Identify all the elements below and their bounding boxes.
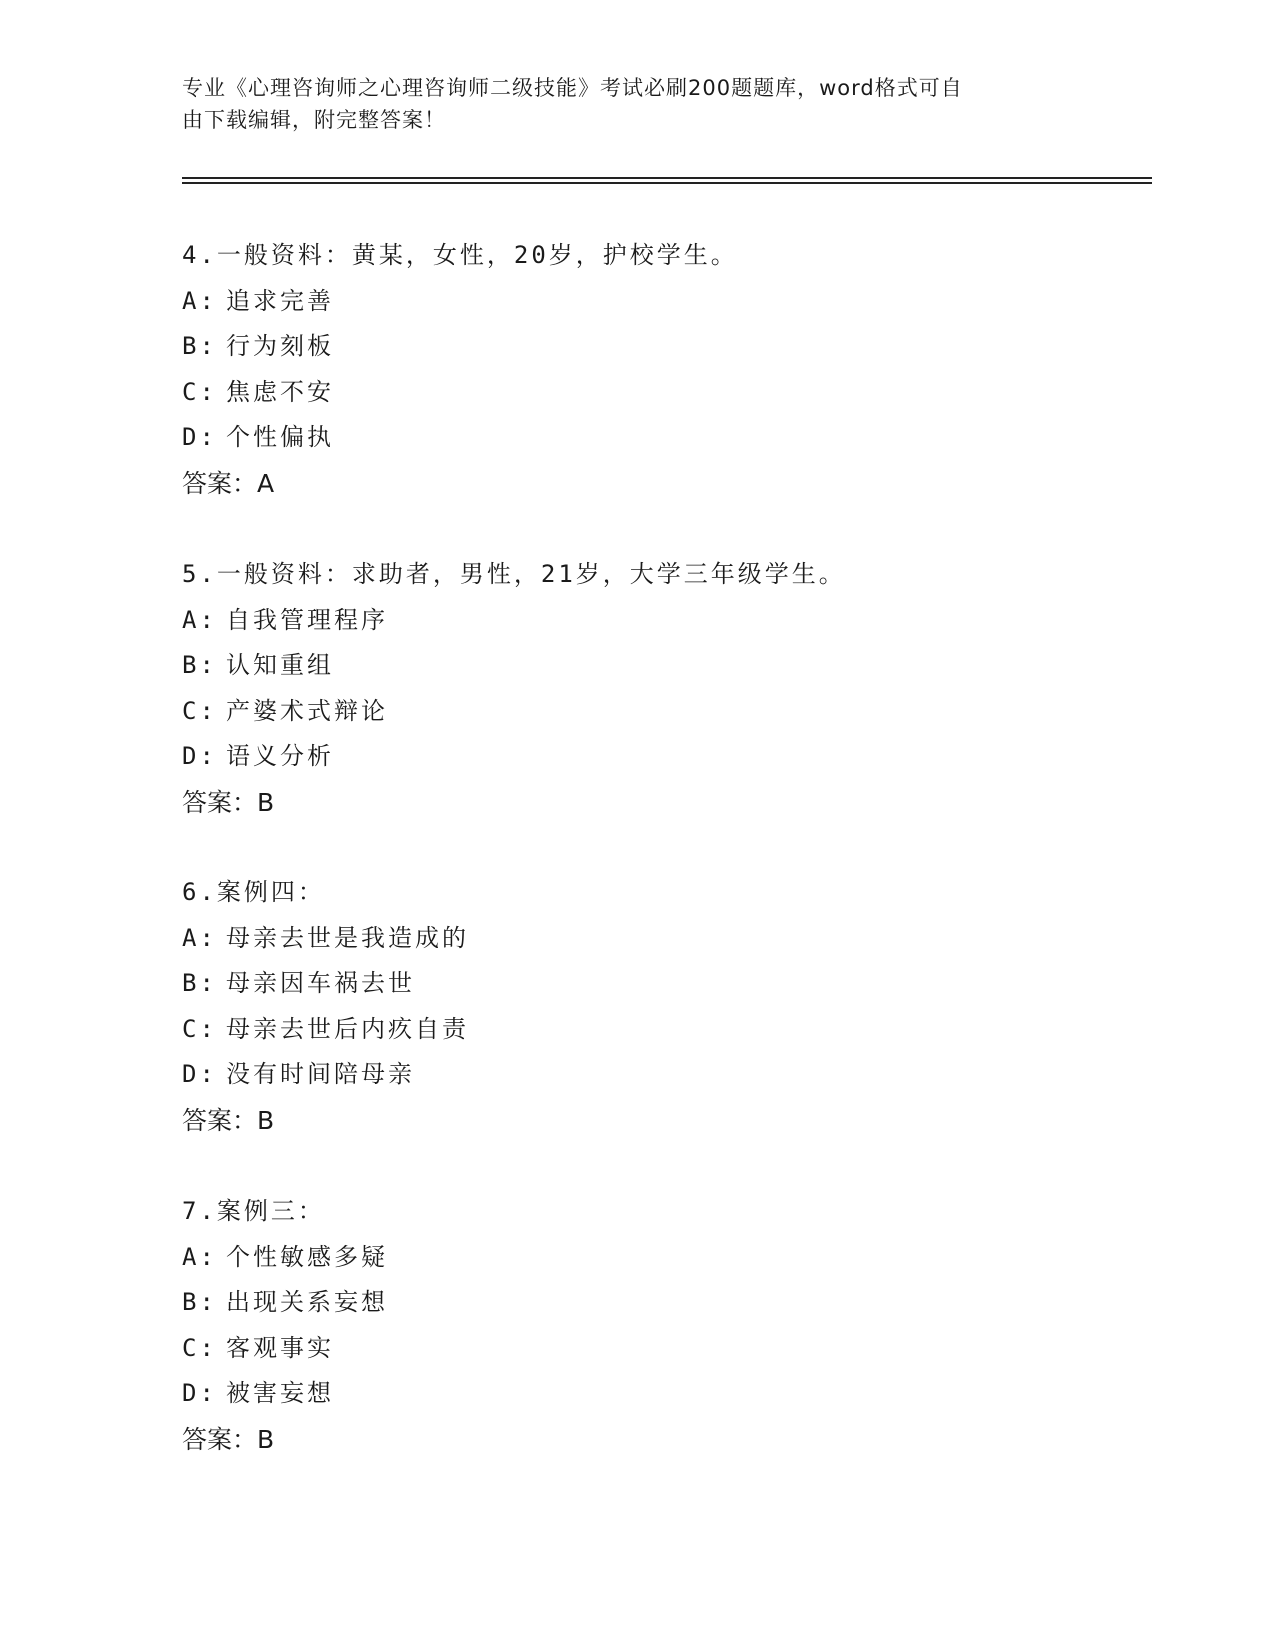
option-letter: D: [182, 423, 217, 452]
header-title-line-1: 专业《心理咨询师之心理咨询师二级技能》考试必刷200题题库，word格式可自 [182, 76, 963, 100]
option-letter: A: [182, 1242, 217, 1271]
question-stem: 5.一般资料：求助者，男性，21岁，大学三年级学生。 [182, 560, 846, 588]
option-letter: C: [182, 1333, 217, 1362]
option-text: 行为刻板 [226, 332, 334, 361]
option-c [182, 1326, 1082, 1372]
option-text: 追求完善 [226, 286, 334, 315]
option-letter: C: [182, 1014, 217, 1043]
question-block [182, 552, 1082, 826]
answer-line: 答案：B [182, 787, 275, 817]
option-text: 产婆术式辩论 [226, 696, 388, 725]
option-text: 认知重组 [226, 651, 334, 680]
option-text: 母亲去世后内疚自责 [226, 1014, 469, 1043]
option-text: 焦虑不安 [226, 377, 334, 406]
option-letter: C: [182, 377, 217, 406]
question-block [182, 870, 1082, 1144]
header-title-line-2: 由下载编辑，附完整答案！ [182, 108, 446, 132]
option-c [182, 1007, 1082, 1053]
question-stem: 7.案例三： [182, 1197, 325, 1225]
option-text: 自我管理程序 [226, 605, 388, 634]
option-d [182, 415, 1082, 461]
option-text: 个性敏感多疑 [226, 1242, 388, 1271]
option-text: 被害妄想 [226, 1379, 334, 1408]
option-a [182, 598, 1082, 644]
header-divider-bottom [182, 182, 1152, 184]
document-header [182, 72, 1062, 136]
option-b [182, 324, 1082, 370]
option-a [182, 1235, 1082, 1281]
header-divider-top [182, 177, 1152, 179]
option-letter: D: [182, 1060, 217, 1089]
option-letter: B: [182, 651, 217, 680]
option-letter: A: [182, 923, 217, 952]
option-d [182, 1371, 1082, 1417]
option-text: 没有时间陪母亲 [226, 1060, 415, 1089]
answer-line: 答案：A [182, 468, 275, 498]
answer-line: 答案：B [182, 1424, 275, 1454]
option-d [182, 1052, 1082, 1098]
option-d [182, 734, 1082, 780]
option-text: 出现关系妄想 [226, 1288, 388, 1317]
option-letter: A: [182, 605, 217, 634]
question-block [182, 1189, 1082, 1463]
option-b [182, 961, 1082, 1007]
option-c [182, 370, 1082, 416]
option-text: 客观事实 [226, 1333, 334, 1362]
option-b [182, 643, 1082, 689]
option-text: 母亲因车祸去世 [226, 969, 415, 998]
option-letter: D: [182, 1379, 217, 1408]
option-letter: B: [182, 969, 217, 998]
option-text: 个性偏执 [226, 423, 334, 452]
option-letter: D: [182, 742, 217, 771]
option-letter: B: [182, 1288, 217, 1317]
question-block [182, 233, 1082, 507]
option-text: 语义分析 [226, 742, 334, 771]
question-stem: 4.一般资料：黄某，女性，20岁，护校学生。 [182, 241, 738, 269]
option-letter: A: [182, 286, 217, 315]
option-letter: C: [182, 696, 217, 725]
option-c [182, 689, 1082, 735]
option-a [182, 916, 1082, 962]
option-text: 母亲去世是我造成的 [226, 923, 469, 952]
option-a [182, 279, 1082, 325]
answer-line: 答案：B [182, 1105, 275, 1135]
option-letter: B: [182, 332, 217, 361]
option-b [182, 1280, 1082, 1326]
question-stem: 6.案例四： [182, 878, 325, 906]
